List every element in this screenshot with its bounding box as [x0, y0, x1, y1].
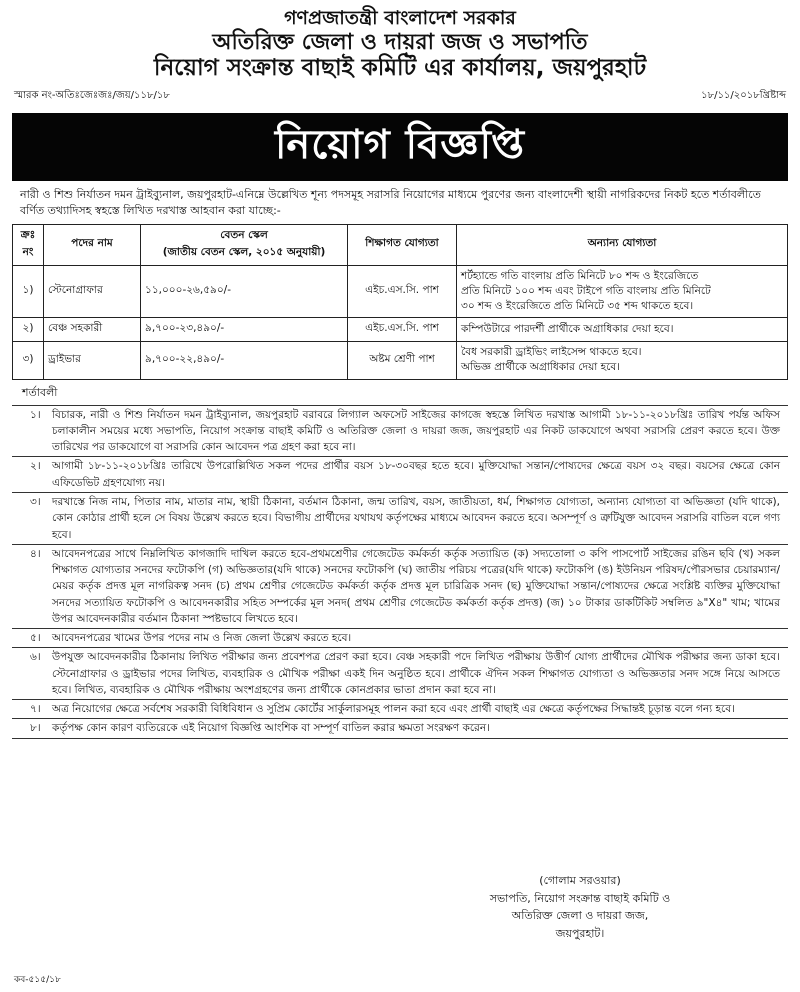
condition-text: আগামী ১৮-১১-২০১৮খ্রিঃ তারিখে উপরোল্লিখিত সকল পদের প্রার্থীর বয়স ১৮-৩০বছর হতে হবে। মুক্তিযোদ্ধা সন্তান/পোষ্যদের ক্ষেত্রে বয়স ৩২ বছর। বয়সের ক্ষেত্রে কোন এফিডেভিট গ্রহণযোগ্য নয়। [52, 460, 780, 489]
condition-number: ১। [30, 408, 41, 421]
condition-text: আবেদনপত্রের খামের উপর পদের নাম ও নিজ জেলা উল্লেখ করতে হবে। [52, 632, 352, 645]
row-post: বেঞ্চ সহকারী [44, 318, 141, 342]
reference-row [12, 88, 788, 105]
condition-item [12, 647, 788, 699]
condition-item [12, 544, 788, 628]
government-title: গণপ্রজাতন্ত্রী বাংলাদেশ সরকার [284, 7, 516, 29]
condition-text: বিচারক, নারী ও শিশু নির্যাতন দমন ট্রাইব্যুনাল, জয়পুরহাট বরাবরে লিগ্যাল অফসেট সাইজের কাগজে স্বহস্তে লিখিত দরখাস্ত আগামী ১৮-১১-২০১৮খ্রিঃ তারিখ পর্যন্ত অফিস চলাকালীন সময়ের মধ্যে সভাপতি, নিয়োগ সংক্রান্ত বাছাই কমিটি ও অতিরিক্ত জেলা ও দায়রা জজ, জয়পুরহাট এর নিকট ডাকযোগে অথবা সরাসরি প্রেরণ করতে হবে। উক্ত তারিখের পর ডাকযোগে বা সরাসরি কোন আবেদন পত্র গ্রহণ করা হবে না। [52, 408, 780, 454]
row-other-line: কম্পিউটারে পারদর্শী প্রার্থীকে অগ্রাধিকার দেয়া হবে। [461, 323, 674, 336]
row-other [457, 342, 788, 379]
row-pay: ৯,৭০০-২৩,৪৯০/- [141, 318, 348, 342]
row-serial: ১) [13, 265, 44, 318]
condition-item [12, 456, 788, 492]
condition-number: ২। [30, 460, 41, 473]
condition-item [12, 628, 788, 647]
header-education: শিক্ষাগত যোগ্যতা [348, 224, 457, 265]
table-row [13, 342, 788, 379]
condition-number: ৪। [30, 547, 41, 560]
condition-item [12, 492, 788, 544]
row-education: অষ্টম শ্রেণী পাশ [348, 342, 457, 379]
row-pay: ১১,০০০-২৬,৫৯০/- [141, 265, 348, 318]
condition-number: ৫। [30, 632, 41, 645]
row-post: স্টেনোগ্রাফার [44, 265, 141, 318]
condition-text: দরখাস্তে নিজ নাম, পিতার নাম, মাতার নাম, স্থায়ী ঠিকানা, বর্তমান ঠিকানা, জন্ম তারিখ, বয়স, জাতীয়তা, ধর্ম, শিক্ষাগত যোগ্যতা, অন্যান্য যোগ্যতা বা অভিজ্ঞতা (যদি থাকে), কোন কোঠার প্রার্থী হলে সে বিষয় উল্লেখ করতে হবে। বিভাগীয় প্রার্থীদের যথাযথ কর্তৃপক্ষের মাধ্যমে আবেদন করতে হবে। অসম্পূর্ণ ও ত্রুটিযুক্ত আবেদন সরাসরি বাতিল বলে গণ্য হবে। [52, 496, 780, 541]
signatory-title-line3: জয়পুরহাট। [555, 926, 605, 940]
notice-banner [12, 113, 788, 181]
office-title: অতিরিক্ত জেলা ও দায়রা জজ ও সভাপতি [212, 29, 588, 55]
condition-item [12, 718, 788, 738]
row-other-line: প্রতি মিনিটে ১০০ শব্দ এবং টাইপে গতি বাংলায় প্রতি মিনিটে [461, 284, 711, 297]
table-row [13, 318, 788, 342]
condition-number: ৮। [30, 722, 41, 735]
conditions-list [12, 405, 788, 739]
condition-item [12, 699, 788, 718]
conditions-title: শর্তাবলী [22, 385, 58, 399]
signatory-title-line1: সভাপতি, নিয়োগ সংক্রান্ত বাছাই কমিটি ও [489, 891, 671, 905]
committee-title: নিয়োগ সংক্রান্ত বাছাই কমিটি এর কার্যালয়, জয়পুরহাট [153, 55, 647, 82]
condition-text: কর্তৃপক্ষ কোন কারণ ব্যতিরেকে এই নিয়োগ বিজ্ঞপ্তি আংশিক বা সম্পূর্ণ বাতিল করার ক্ষমতা সংরক্ষণ করেন। [52, 722, 490, 735]
notice-date: ১৮/১১/২০১৮খ্রিষ্টাব্দ [701, 89, 786, 101]
header-serial: ক্রঃ নং [13, 224, 44, 265]
signatory-title-line2: অতিরিক্ত জেলা ও দায়রা জজ, [511, 909, 649, 923]
condition-number: ৬। [30, 651, 41, 664]
row-post: ড্রাইভার [44, 342, 141, 379]
memo-number: স্মারক নং-অতিঃজেঃজঃ/জয়/১১৮/১৮ [14, 89, 170, 101]
condition-number: ৭। [30, 703, 41, 716]
table-row [13, 265, 788, 318]
signatory-name: (গোলাম সরওয়ার) [539, 874, 621, 887]
header-pay-line2: (জাতীয় বেতন স্কেল, ২০১৫ অনুযায়ী) [162, 245, 326, 258]
table-header-row [13, 224, 788, 265]
header-pay-scale [141, 224, 348, 265]
row-other-line: অভিজ্ঞ প্রার্থীকে অগ্রাধিকার দেয়া হবে। [461, 361, 620, 374]
header-other: অন্যান্য যোগ্যতা [457, 224, 788, 265]
banner-title: নিয়োগ বিজ্ঞপ্তি [274, 122, 525, 169]
row-other-line: শর্টহ্যান্ডে গতি বাংলায় প্রতি মিনিটে ৮০ শব্দ ও ইংরেজিতে [461, 269, 699, 282]
condition-item [12, 405, 788, 457]
row-pay: ৯,৭০০-২২,৪৯০/- [141, 342, 348, 379]
condition-number: ৩। [30, 496, 41, 508]
signature-block [470, 872, 690, 942]
intro-paragraph: নারী ও শিশু নির্যাতন দমন ট্রাইব্যুনাল, জয়পুরহাট-এনিম্নে উল্লেখিত শূন্য পদসমূহ সরাসরি নিয়োগের মাধ্যমে পুরণের জন্য বাংলাদেশী স্থায়ী নাগরিকদের নিকট হতে শর্তাবলীতে বর্ণিত তথ্যাদিসহ স্বহস্তে লিখিত দরখাস্ত আহবান করা যাচ্ছে:- [20, 187, 761, 218]
condition-text: উপযুক্ত আবেদনকারীর ঠিকানায় লিখিত পরীক্ষার জন্য প্রবেশপত্র প্রেরণ করা হবে। বেঞ্চ সহকারী পদে লিখিত পরীক্ষায় উত্তীর্ণ যোগ্য প্রার্থীদের মৌখিক পরীক্ষার জন্য ডাকা হবে। স্টেনোগ্রাফার ও ড্রাইভার পদের লিখিত, ব্যবহারিক ও মৌখিক পরীক্ষা একই দিন অনুষ্ঠিত হবে। প্রার্থীকে ঐদিন সকল শিক্ষাগত যোগ্যতা ও অভিজ্ঞতার সনদ সঙ্গে নিয়ে আসতে হবে। লিখিত, ব্যবহারিক ও মৌখিক পরীক্ষায় অংশগ্রহণের জন্য প্রার্থীকে কোনপ্রকার ভাতা প্রদান করা হবে না। [52, 651, 780, 696]
row-other [457, 318, 788, 342]
condition-text: আবেদনপত্রের সাথে নিম্নলিখিত কাগজাদি দাখিল করতে হবে-প্রথমশ্রেণীর গেজেটেড কর্মকর্তা কর্তৃক সত্যায়িত (ক) সদ্যতোলা ৩ কপি পাসপোর্ট সাইজের রঙিন ছবি (খ) সকল শিক্ষাগত যোগ্যতার সনদের ফটোকপি (গ) অভিজ্ঞতার(যদি থাকে) সনদের ফটোকপি (ঘ) জাতীয় পরিচয় পত্রের(যদি থাকে) ফটোকপি (ঙ) ইউনিয়ন পরিষদ/পৌরসভার চেয়ারম্যান/মেয়র কর্তৃক প্রদত্ত মূল নাগরিকত্ব সনদ (চ) প্রথম শ্রেণীর গেজেটেড কর্মকর্তা কর্তৃক প্রদত্ত মূল চারিত্রিক সনদ (ছ) মুক্তিযোদ্ধা সন্তান/পোষ্যদের ক্ষেত্রে সংশ্লিষ্ট ব্যক্তির মুক্তিযোদ্ধা সনদের সত্যায়িত ফটোকপি ও আবেদনকারীর সহিত সম্পর্কের মূল সনদ( প্রথম শ্রেণীর গেজেটেড কর্মকর্তা কর্তৃক প্রদত্ত) (জ) ১০ টাকার ডাকটিকিট সম্বলিত ৯"X৪" খাম; খামের উপর আবেদনকারীর বর্তমান ঠিকানা স্পষ্টভাবে লিখতে হবে। [52, 547, 780, 625]
row-serial: ৩) [13, 342, 44, 379]
row-other [457, 265, 788, 318]
vacancy-table [12, 224, 788, 380]
row-serial: ২) [13, 318, 44, 342]
header-pay-line1: বেতন স্কেল [220, 228, 268, 241]
row-other-line: ৩০ শব্দ ও ইংরেজিতে প্রতি মিনিটে ৩৫ শব্দ থাকতে হবে। [461, 300, 694, 313]
header-post: পদের নাম [44, 224, 141, 265]
row-education: এইচ.এস.সি. পাশ [348, 318, 457, 342]
footer-reference: কব-৫১৫/১৮ [14, 975, 61, 985]
condition-text: অত্র নিয়োগের ক্ষেত্রে সর্বশেষ সরকারী বিধিবিধান ও সুপ্রিম কোর্টের সার্কুলারসমূহ পালন করা হবে এবং প্রার্থী বাছাই এর ক্ষেত্রে কর্তৃপক্ষের সিদ্ধান্তই চূড়ান্ত বলে গন্য হবে। [52, 703, 735, 716]
row-other-line: বৈধ সরকারী ড্রাইভিং লাইসেন্স থাকতে হবে। [461, 346, 642, 359]
row-education: এইচ.এস.সি. পাশ [348, 265, 457, 318]
